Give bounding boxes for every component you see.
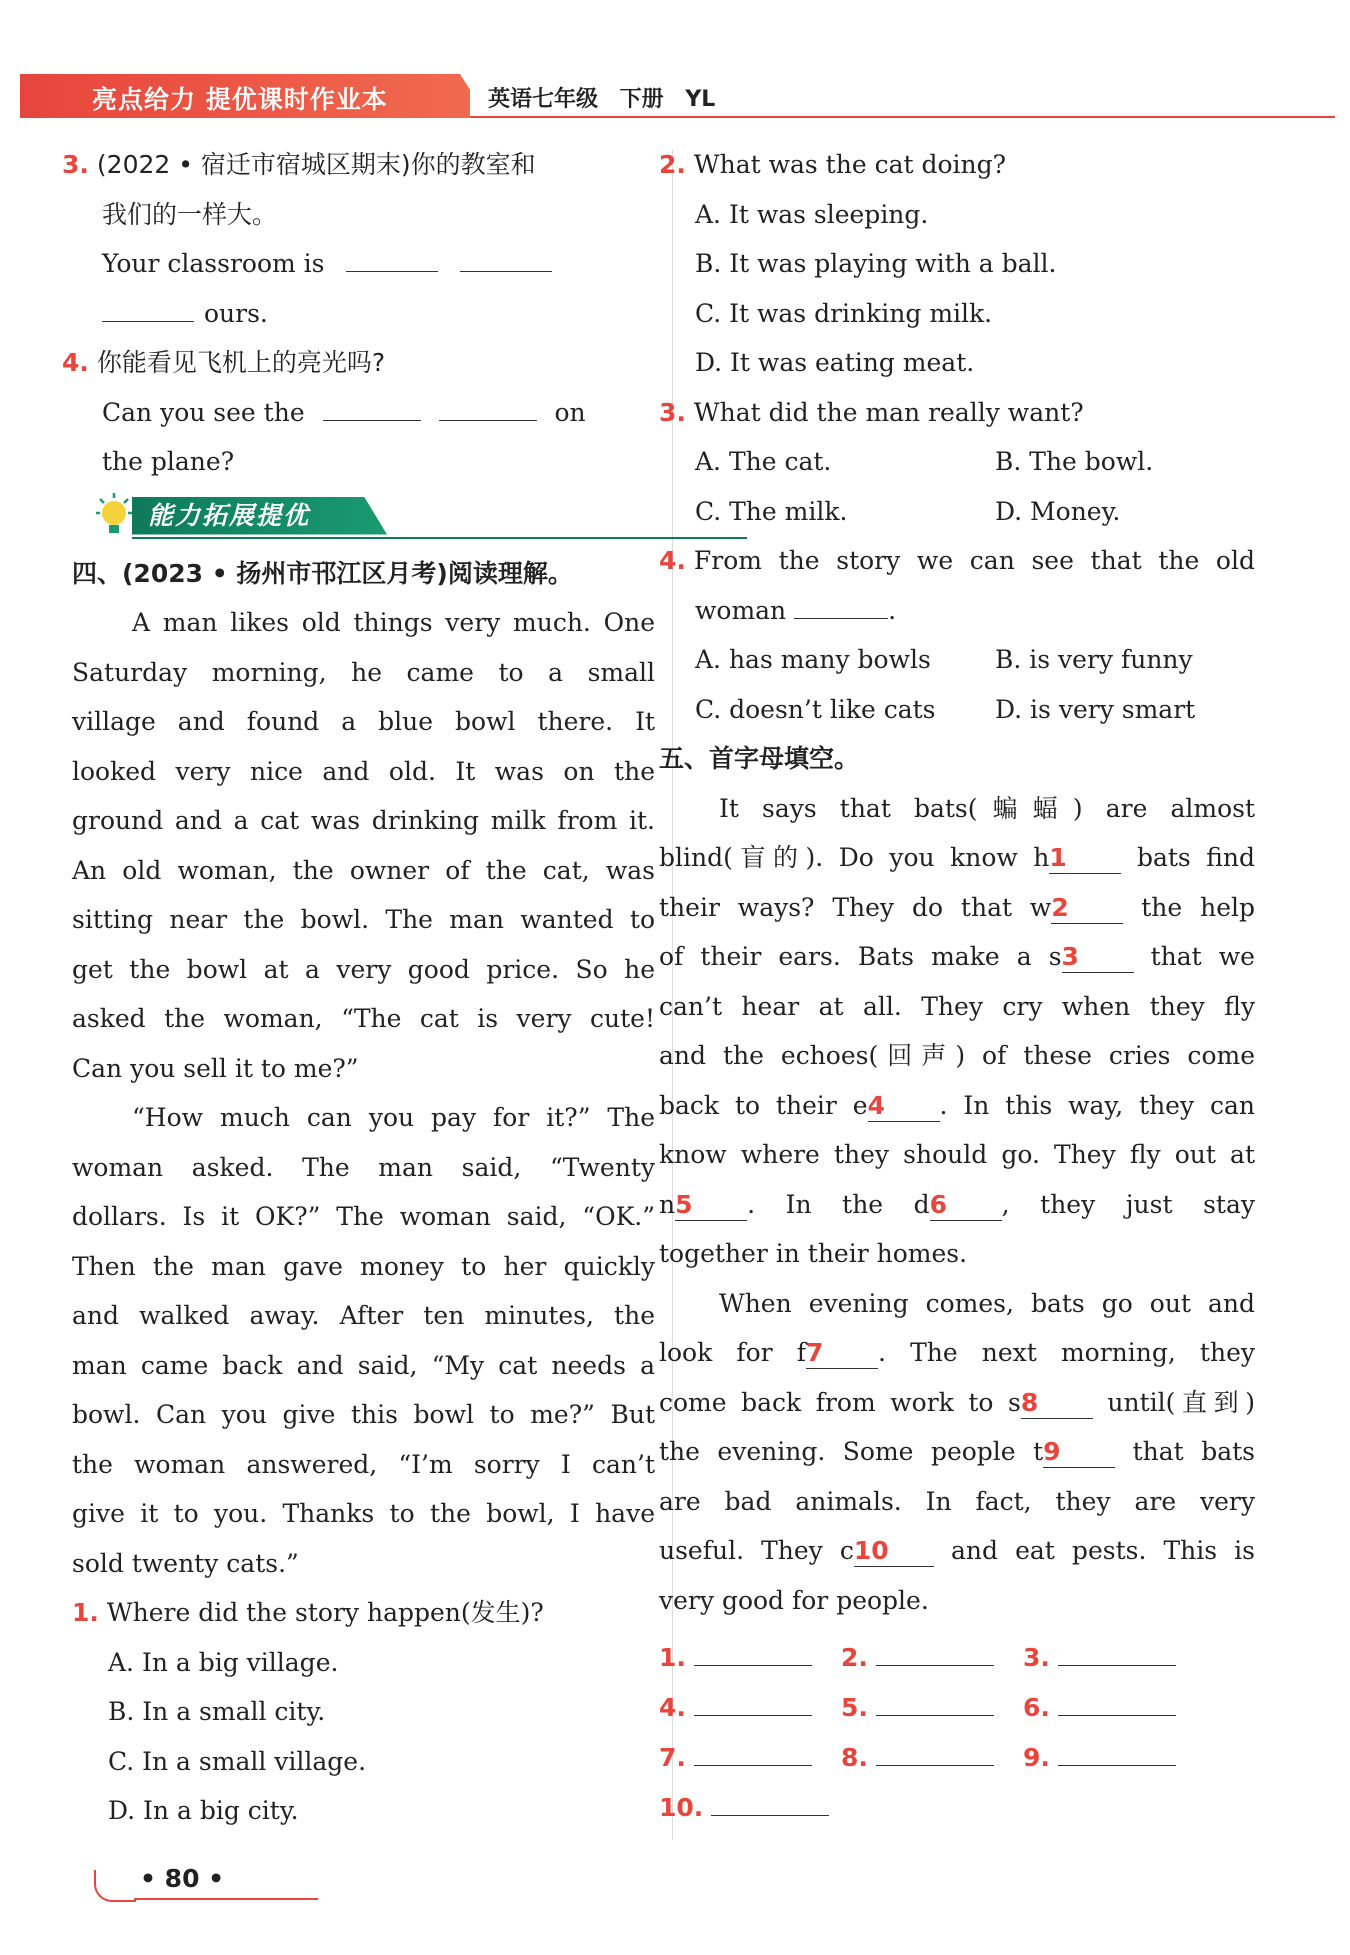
passage-line: man came back and said, “My cat needs a: [72, 1350, 655, 1380]
gap-5[interactable]: 5: [675, 1190, 747, 1221]
passage-line: “How much can you pay for it?” The: [132, 1103, 655, 1132]
question-text: .: [888, 595, 897, 625]
banner-title: 能力拓展提优: [148, 500, 311, 530]
banner-rule: [132, 537, 747, 539]
sentence-text: on: [554, 397, 586, 427]
cloze-line: blind(盲的). Do you know h1 bats find: [659, 843, 1256, 872]
lightbulb-icon: [94, 493, 134, 541]
passage-line: get the bowl at a very good price. So he: [72, 954, 655, 984]
passage-line: woman asked. The man said, “Twenty: [72, 1152, 655, 1182]
passage-line: the woman answered, “I’m sorry I can’t: [72, 1449, 655, 1479]
passage-line: Then the man gave money to her quickly: [72, 1251, 655, 1281]
reading-question-2: [659, 140, 1255, 388]
cloze-line: and the echoes(回声) of these cries come: [659, 1041, 1255, 1070]
page-header: [20, 74, 1335, 118]
sentence-text: the plane?: [102, 447, 235, 476]
answer-blank[interactable]: [876, 1735, 994, 1766]
passage-line: Saturday morning, he came to a small: [72, 657, 655, 687]
question-number: 2.: [659, 150, 686, 179]
option-a[interactable]: A. The cat.: [695, 447, 832, 476]
answer-2: 2.: [841, 1633, 994, 1683]
gap-8[interactable]: 8: [1021, 1388, 1093, 1419]
passage-line: asked the woman, “The cat is very cute!: [72, 1004, 655, 1033]
cloze-line: the evening. Some people t9 that bats: [659, 1437, 1255, 1466]
passage-line: give it to you. Thanks to the bowl, I have: [72, 1499, 655, 1528]
footer-rule: [134, 1898, 318, 1900]
reading-passage: [72, 598, 655, 1588]
option-c[interactable]: C. In a small village.: [108, 1746, 367, 1776]
sentence-text: Your classroom is: [102, 249, 325, 278]
reading-question-3: [659, 388, 1255, 537]
option-a[interactable]: A. It was sleeping.: [695, 199, 929, 229]
option-d[interactable]: D. In a big city.: [108, 1796, 299, 1825]
question-text: 你能看见飞机上的亮光吗?: [96, 348, 386, 377]
cloze-line: When evening comes, bats go out and: [719, 1288, 1255, 1318]
answer-3: 3.: [1023, 1633, 1176, 1683]
option-d[interactable]: D. It was eating meat.: [695, 348, 975, 377]
answer-blank[interactable]: [1058, 1735, 1176, 1766]
cloze-line: It says that bats(蝙蝠) are almost: [719, 793, 1255, 823]
answer-blank[interactable]: [346, 241, 438, 272]
section-banner: [86, 491, 655, 545]
passage-line: sitting near the bowl. The man wanted to: [72, 905, 655, 934]
question-text: 我们的一样大。: [102, 199, 278, 229]
answer-blank[interactable]: [102, 291, 194, 322]
passage-line: looked very nice and old. It was on the: [72, 756, 655, 786]
cloze-passage: [659, 784, 1255, 1626]
cloze-line: useful. They c10 and eat pests. This is: [659, 1536, 1255, 1565]
answer-10: 10.: [659, 1783, 829, 1833]
cloze-line: come back from work to s8 until(直到): [659, 1387, 1255, 1417]
reading-question-4: [659, 536, 1255, 734]
passage-line: bowl. Can you give this bowl to me?” But: [72, 1400, 655, 1429]
option-c[interactable]: C. The milk.: [695, 496, 848, 526]
answer-grid: [659, 1633, 1255, 1833]
passage-line: A man likes old things very much. One: [132, 608, 655, 637]
passage-line: Can you sell it to me?”: [72, 1053, 359, 1083]
answer-7: 7.: [659, 1733, 812, 1783]
gap-10[interactable]: 10: [854, 1536, 934, 1567]
option-c[interactable]: C. doesn’t like cats: [695, 694, 936, 724]
answer-blank[interactable]: [794, 588, 888, 619]
passage-line: village and found a blue bowl there. It: [72, 707, 655, 736]
section-4-title: 四、(2023 • 扬州市邗江区月考)阅读理解。: [72, 558, 573, 588]
option-b[interactable]: B. is very funny: [995, 645, 1193, 674]
passage-line: ground and a cat was drinking milk from it.: [72, 806, 655, 835]
question-text: Where did the story happen(发生)?: [106, 1598, 544, 1627]
cloze-line: very good for people.: [659, 1585, 929, 1615]
answer-blank[interactable]: [1058, 1635, 1176, 1666]
right-column: [659, 140, 1256, 1833]
answer-blank[interactable]: [439, 390, 537, 421]
option-d[interactable]: D. is very smart: [995, 694, 1196, 724]
cloze-line: their ways? They do that w2 the help: [659, 892, 1256, 922]
cloze-line: of their ears. Bats make a s3 that we: [659, 942, 1255, 971]
translation-question-4: [62, 338, 655, 487]
question-text: What was the cat doing?: [693, 150, 1007, 179]
passage-line: sold twenty cats.”: [72, 1548, 299, 1578]
section-5-title: 五、首字母填空。: [659, 744, 860, 773]
question-text: From the story we can see that the old: [693, 546, 1255, 575]
header-title: 亮点给力 提优课时作业本: [92, 85, 388, 114]
gap-9[interactable]: 9: [1043, 1437, 1115, 1468]
gap-3[interactable]: 3: [1062, 942, 1134, 973]
cloze-line: know where they should go. They fly out at: [659, 1140, 1255, 1169]
cloze-line: look for f7 . The next morning, they: [659, 1338, 1255, 1367]
option-c[interactable]: C. It was drinking milk.: [695, 298, 993, 328]
sentence-text: ours.: [204, 298, 268, 328]
question-number: 3.: [659, 397, 686, 427]
answer-4: 4.: [659, 1683, 812, 1733]
question-text: (2022 • 宿迁市宿城区期末)你的教室和: [96, 150, 536, 179]
gap-4[interactable]: 4: [868, 1091, 940, 1122]
option-b[interactable]: B. In a small city.: [108, 1697, 326, 1726]
header-info: 英语七年级 下册 YL: [488, 87, 716, 112]
answer-6: 6.: [1023, 1683, 1176, 1733]
reading-question-1: [72, 1588, 655, 1836]
option-a[interactable]: A. In a big village.: [108, 1647, 339, 1677]
question-number: 4.: [659, 546, 686, 575]
passage-line: and walked away. After ten minutes, the: [72, 1301, 655, 1330]
cloze-line: together in their homes.: [659, 1239, 968, 1268]
question-number: 3.: [62, 150, 89, 179]
page-number: • 80 •: [140, 1864, 225, 1893]
answer-blank[interactable]: [460, 241, 552, 272]
left-column: [62, 140, 655, 1836]
translation-question-3: [62, 140, 655, 338]
question-text: woman: [695, 595, 787, 625]
question-number: 4.: [62, 348, 89, 377]
answer-blank[interactable]: [694, 1635, 812, 1666]
question-number: 1.: [72, 1598, 99, 1627]
footer-ornament: [94, 1870, 136, 1902]
answer-5: 5.: [841, 1683, 994, 1733]
option-b[interactable]: B. The bowl.: [995, 447, 1154, 476]
answer-blank[interactable]: [711, 1785, 829, 1816]
answer-8: 8.: [841, 1733, 994, 1783]
question-text: What did the man really want?: [693, 397, 1084, 427]
gap-7[interactable]: 7: [806, 1338, 878, 1369]
cloze-line: back to their e4 . In this way, they can: [659, 1090, 1255, 1120]
answer-blank[interactable]: [876, 1685, 994, 1716]
cloze-line: can’t hear at all. They cry when they fly: [659, 991, 1255, 1021]
gap-2[interactable]: 2: [1051, 893, 1123, 924]
answer-blank[interactable]: [694, 1685, 812, 1716]
option-b[interactable]: B. It was playing with a ball.: [695, 249, 1057, 278]
option-a[interactable]: A. has many bowls: [695, 645, 931, 674]
gap-6[interactable]: 6: [930, 1190, 1002, 1221]
answer-blank[interactable]: [694, 1735, 812, 1766]
answer-1: 1.: [659, 1633, 812, 1683]
answer-blank[interactable]: [323, 390, 421, 421]
cloze-line: n5 . In the d6 , they just stay: [659, 1189, 1255, 1219]
gap-1[interactable]: 1: [1049, 843, 1121, 874]
answer-blank[interactable]: [876, 1635, 994, 1666]
header-rule: [470, 116, 1335, 118]
cloze-line: are bad animals. In fact, they are very: [659, 1486, 1255, 1516]
passage-line: dollars. Is it OK?” The woman said, “OK.”: [72, 1202, 655, 1231]
passage-line: An old woman, the owner of the cat, was: [72, 855, 655, 885]
answer-blank[interactable]: [1058, 1685, 1176, 1716]
sentence-text: Can you see the: [102, 397, 305, 427]
answer-9: 9.: [1023, 1733, 1176, 1783]
option-d[interactable]: D. Money.: [995, 496, 1121, 526]
